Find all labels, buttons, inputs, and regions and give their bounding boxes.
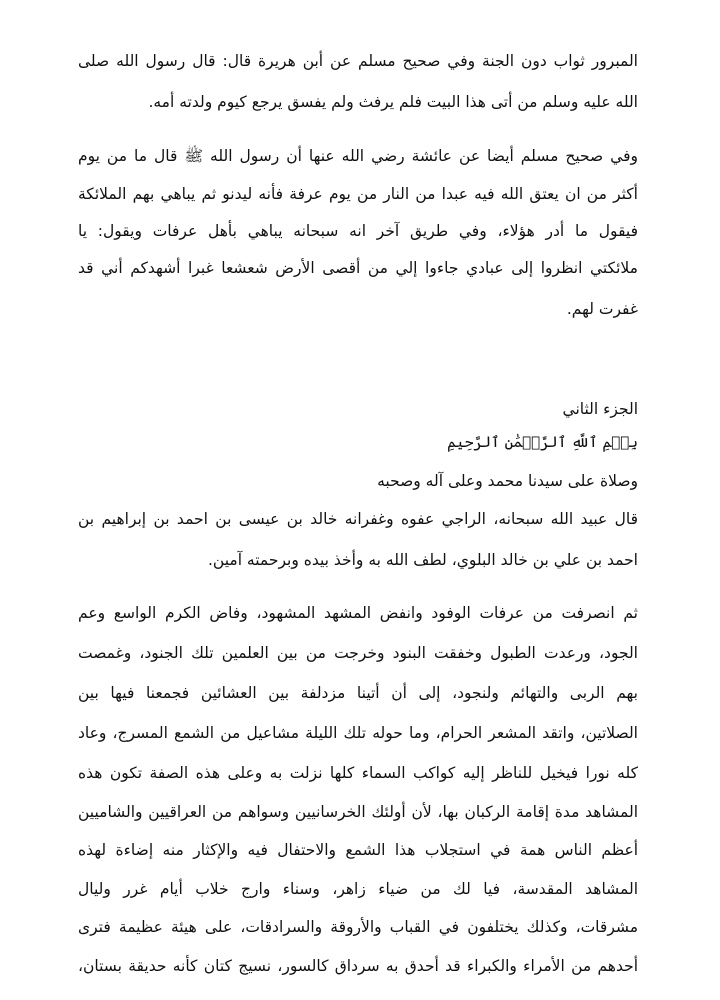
paragraph4-line-3: بهم الربى والتهائم ولنجود، إلى أن أتينا مزدلفة بين العشائين فجمعنا فيها بين [78,684,638,702]
paragraph1-line-2: الله عليه وسلم من أتى هذا البيت فلم يرفث ولم يفسق يرجع كيوم ولدته أمه. [148,93,638,111]
section-title: الجزء الثاني [562,400,638,418]
basmala: بِسۡمِ ٱللَّهِ ٱلرَّحۡمَٰنِ ٱلرَّحِيمِ [447,433,638,451]
paragraph2-line-1: وفي صحيح مسلم أيضا عن عائشة رضي الله عنها أن رسول الله ﷺ قال ما من يوم [78,147,638,165]
paragraph4-line-7: أعظم الناس همة في استجلاب هذا الشمع والاحتفال فيه والإكثار منه إضاءة لهذه [78,841,638,859]
paragraph4-line-5: كله نورا فيخيل للناظر إليه كواكب السماء كلها نزلت به وعلى هذه الصفة تكون هذه [78,764,638,782]
salutation: وصلاة على سيدنا محمد وعلى آله وصحبه [377,472,638,490]
paragraph4-line-4: الصلاتين، واتقد المشعر الحرام، وما حوله تلك الليلة مشاعيل من الشمع المسرج، وعاد [78,724,638,742]
paragraph4-line-6: المشاهد مدة إقامة الركبان بها، لأن أولئك الخرسانيين وسواهم من العراقيين والشاميين [78,803,638,821]
paragraph4-line-1: ثم انصرفت من عرفات الوفود وانفض المشهد المشهود، وفاض الكرم الواسع وعم [78,604,638,622]
paragraph2-line-4: ملائكتي انظروا إلى عبادي جاءوا إلي من أقصى الأرض شعشعا غبرا أشهدكم أني قد [78,259,638,277]
paragraph4-line-2: الجود، ورعدت الطبول وخفقت البنود وخرجت من بين العلمين تلك الجنود، وغمصت [78,644,638,662]
paragraph2-line-3: فيقول ما أدر هؤلاء، وفي طريق آخر انه سبحانه يباهي بأهل عرفات ويقول: يا [78,222,638,240]
paragraph2-line-5: غفرت لهم. [566,300,638,318]
paragraph3-line-1: قال عبيد الله سبحانه، الراجي عفوه وغفرانه خالد بن عيسى بن احمد بن إبراهيم بن [78,510,638,528]
paragraph2-line-2: أكثر من ان يعتق الله فيه عبدا من النار من يوم عرفة فأنه ليدنو ثم يباهي بهم الملائكة [78,185,638,203]
paragraph4-line-10: أحدهم من الأمراء والكبراء قد أحدق به سرداق كالسور، نسيج كتان كأنه حديقة بستان، [78,957,638,975]
paragraph4-line-9: مشرقات، وكذلك يختلفون في القباب والأروقة والسرادقات، على هيئة عظيمة فترى [78,918,638,936]
paragraph4-line-8: المشاهد المقدسة، فيا لك من ضياء زاهر، وسناء وارج خلاب أيام غرر وليال [78,880,638,898]
paragraph3-line-2: احمد بن علي بن خالد البلوي، لطف الله به وأخذ بيده وبرحمته آمين. [207,551,638,569]
paragraph1-line-1: المبرور ثواب دون الجنة وفي صحيح مسلم عن أبن هريرة قال: قال رسول الله صلى [78,52,638,70]
